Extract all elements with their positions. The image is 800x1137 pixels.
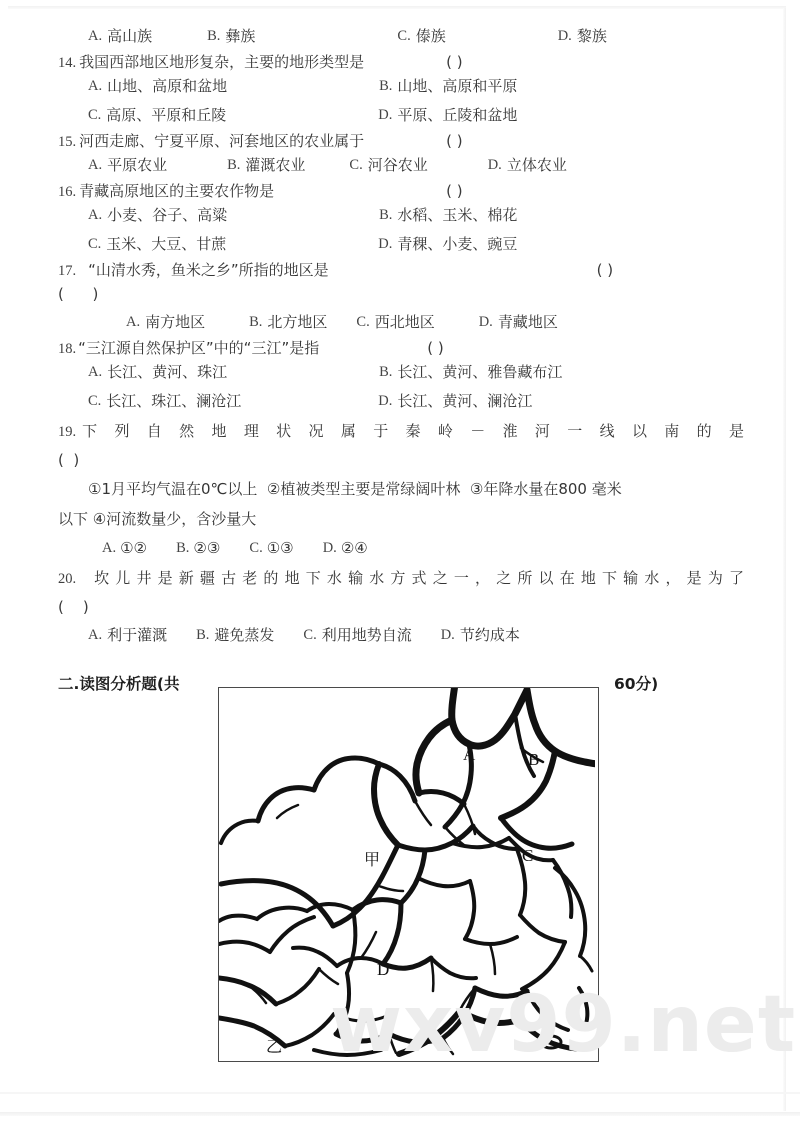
option-row <box>58 101 744 130</box>
answer-box[interactable]: ( ) <box>446 182 463 200</box>
option-letter: D. <box>378 236 393 252</box>
option-text: 平原、丘陵和盆地 <box>397 106 518 124</box>
question-text: 青藏高原地区的主要农作物是 <box>79 182 275 200</box>
option-text: ①③ <box>266 539 294 557</box>
option-letter: A. <box>88 364 103 380</box>
option-letter: D. <box>378 107 393 123</box>
answer-box-overflow[interactable]: ( ) <box>58 451 80 469</box>
question-stem <box>58 51 744 72</box>
map-label-jia: 甲 <box>364 850 381 869</box>
question-list <box>58 22 744 650</box>
option-text: 长江、珠江、澜沧江 <box>106 392 242 410</box>
option-letter: C. <box>303 627 317 643</box>
option-text: 节约成本 <box>459 626 520 644</box>
option-letter: C. <box>88 107 102 123</box>
option-letter: D. <box>557 28 572 44</box>
page-edge-bottom-inner <box>0 1092 800 1094</box>
option-text: 南方地区 <box>145 313 206 331</box>
q13-option-row <box>58 22 744 51</box>
option-text: 利于灌溉 <box>107 626 168 644</box>
question-text: 坎儿井是新疆古老的地下水输水方式之一，之所以在地下输水，是为了 <box>94 569 744 587</box>
option-text: 小麦、谷子、高粱 <box>107 206 228 224</box>
question-number: 19. <box>58 424 77 440</box>
section-score: 60分) <box>614 675 659 693</box>
option-text: 山地、高原和盆地 <box>107 77 228 95</box>
option-text: 长江、黄河、澜沧江 <box>397 392 533 410</box>
option-text: ②③ <box>193 539 221 557</box>
answer-box[interactable]: ( ) <box>446 132 463 150</box>
map-label-yi: 乙 <box>266 1037 283 1056</box>
question-stem <box>58 180 744 201</box>
option-text: 水稻、玉米、棉花 <box>397 206 518 224</box>
question-number: 14. <box>58 55 77 71</box>
question-text: 下列自然地理状况属于秦岭－淮河一线以南的是 <box>82 422 744 440</box>
option-letter: A. <box>88 207 103 223</box>
question-number: 18. <box>58 341 77 357</box>
option-row <box>58 358 744 387</box>
section-heading: 二.读图分析题(共 <box>58 675 180 693</box>
question-text: “山清水秀，鱼米之乡”所指的地区是 <box>88 261 329 279</box>
answer-box[interactable]: ( ) <box>427 339 444 357</box>
option-letter: A. <box>88 157 103 173</box>
option-letter: C. <box>397 28 411 44</box>
option-letter: D. <box>378 393 393 409</box>
answer-box[interactable]: ( ) <box>446 53 463 71</box>
option-letter: A. <box>126 314 141 330</box>
option-letter: A. <box>88 627 103 643</box>
option-letter: C. <box>349 157 363 173</box>
option-text: ②④ <box>340 539 368 557</box>
option-letter: A. <box>102 540 117 556</box>
page-edge-top <box>8 6 786 9</box>
question-stem <box>58 130 744 151</box>
question-number: 17. <box>58 263 77 279</box>
option-row <box>58 308 744 337</box>
option-letter: D. <box>487 157 502 173</box>
option-row <box>58 201 744 230</box>
option-row <box>58 387 744 416</box>
question-text: 河西走廊、宁夏平原、河套地区的农业属于 <box>79 132 365 150</box>
option-letter: B. <box>379 207 393 223</box>
option-text: 青稞、小麦、豌豆 <box>397 235 518 253</box>
map-label-d: D <box>377 960 390 979</box>
option-row <box>58 621 744 650</box>
option-letter: C. <box>249 540 263 556</box>
option-row <box>58 151 744 180</box>
page-edge-right <box>783 8 786 1111</box>
option-text: 利用地势自流 <box>321 626 412 644</box>
map-label-c: C <box>522 846 534 865</box>
question-number: 20. <box>58 571 77 587</box>
option-text: 避免蒸发 <box>214 626 275 644</box>
option-text: ①② <box>120 539 148 557</box>
option-text: 立体农业 <box>506 156 567 174</box>
option-text: 高山族 <box>107 27 153 45</box>
question-number: 16. <box>58 184 77 200</box>
option-letter: B. <box>176 540 190 556</box>
option-letter: D. <box>440 627 455 643</box>
question-stem <box>58 416 744 446</box>
option-letter: C. <box>88 393 102 409</box>
option-letter: D. <box>478 314 493 330</box>
site-watermark: wxv99.net <box>330 980 797 1070</box>
option-text: 灌溉农业 <box>245 156 306 174</box>
option-text: 西北地区 <box>374 313 435 331</box>
option-text: 青藏地区 <box>497 313 558 331</box>
option-letter: C. <box>88 236 102 252</box>
option-text: 长江、黄河、雅鲁藏布江 <box>397 363 563 381</box>
option-text: 彝族 <box>225 27 256 45</box>
option-letter: B. <box>227 157 241 173</box>
option-text: 傣族 <box>415 27 446 45</box>
answer-box-overflow[interactable]: ( ) <box>58 598 89 616</box>
option-text: 长江、黄河、珠江 <box>107 363 228 381</box>
option-text: 黎族 <box>576 27 607 45</box>
question-stem <box>58 563 744 593</box>
option-text: 北方地区 <box>267 313 328 331</box>
option-letter: A. <box>88 78 103 94</box>
page-edge-bottom <box>0 1112 800 1116</box>
option-letter: B. <box>196 627 210 643</box>
option-row <box>58 72 744 101</box>
option-letter: B. <box>249 314 263 330</box>
option-letter: B. <box>379 78 393 94</box>
option-letter: B. <box>207 28 221 44</box>
question-text: “三江源自然保护区”中的“三江”是指 <box>78 339 320 357</box>
map-label-b: B <box>528 750 540 769</box>
question-body-line: 以下 ④河流数量少，含沙量大 <box>58 510 257 528</box>
option-letter: B. <box>379 364 393 380</box>
option-row <box>58 230 744 259</box>
option-text: 平原农业 <box>107 156 168 174</box>
option-text: 河谷农业 <box>367 156 428 174</box>
question-text: 我国西部地区地形复杂，主要的地形类型是 <box>79 53 365 71</box>
option-letter: C. <box>356 314 370 330</box>
option-text: 高原、平原和丘陵 <box>106 106 227 124</box>
option-row <box>58 534 744 563</box>
question-body-line: ①1月平均气温在0℃以上 ②植被类型主要是常绿阔叶林 ③年降水量在800 毫米 <box>88 480 622 498</box>
question-stem <box>58 259 744 280</box>
map-label-a: A <box>463 745 476 764</box>
question-stem <box>58 337 744 358</box>
option-text: 山地、高原和平原 <box>397 77 518 95</box>
question-number: 15. <box>58 134 77 150</box>
answer-box-overflow[interactable]: ( ) <box>58 285 99 303</box>
option-text: 玉米、大豆、甘蔗 <box>106 235 227 253</box>
option-letter: A. <box>88 28 103 44</box>
option-letter: D. <box>322 540 337 556</box>
answer-box[interactable]: ( ) <box>596 261 614 279</box>
